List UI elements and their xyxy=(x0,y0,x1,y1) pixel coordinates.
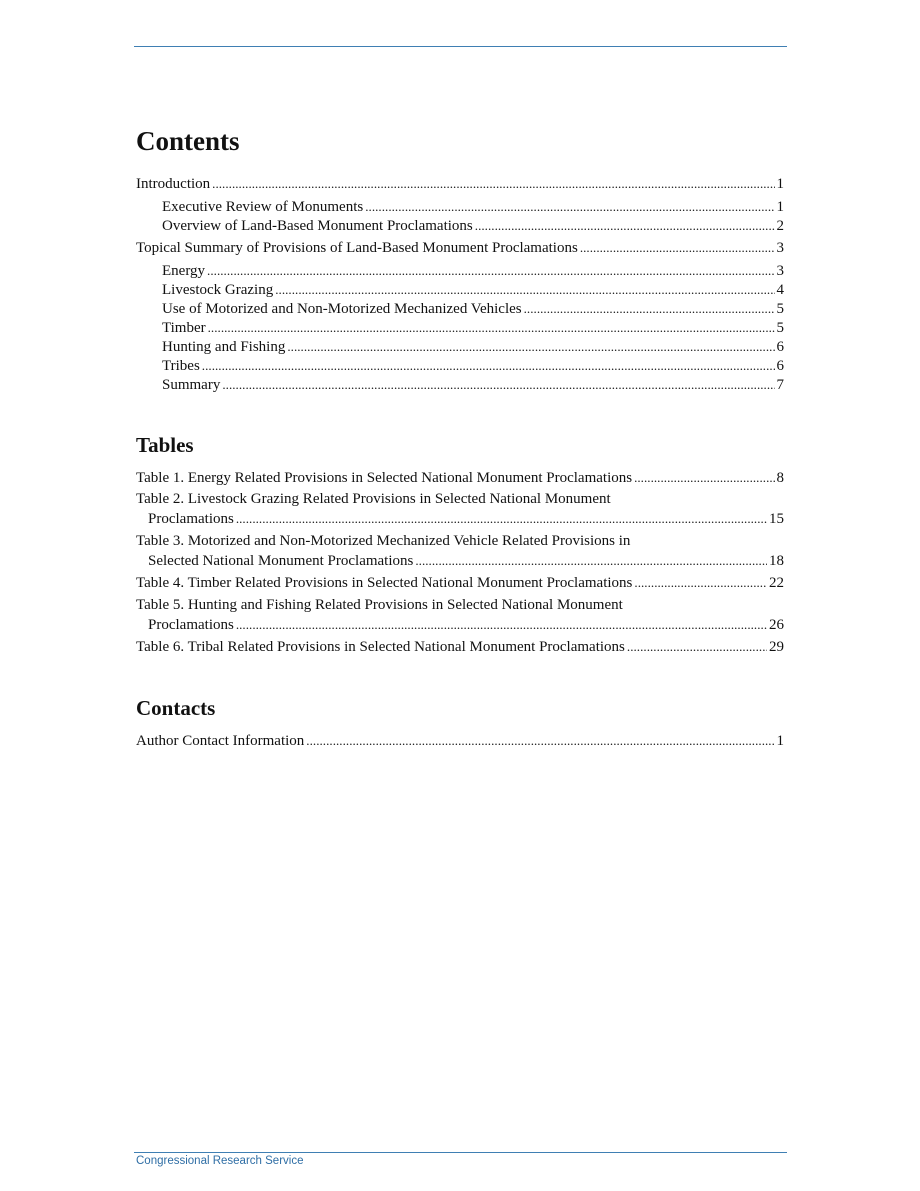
table-entry-5-line1[interactable]: Table 5. Hunting and Fishing Related Provisions in Selected National Monument xyxy=(136,597,623,613)
toc-entry-label: Tribes xyxy=(162,358,200,374)
toc-entry-page: 5 xyxy=(776,301,784,317)
toc-entry-label: Livestock Grazing xyxy=(162,282,274,298)
table-entry-2-line1[interactable]: Table 2. Livestock Grazing Related Provisions in Selected National Monument xyxy=(136,491,611,507)
tables-heading: Tables xyxy=(136,433,194,457)
toc-entry-energy[interactable] xyxy=(162,261,784,280)
toc-entry-page: 6 xyxy=(776,339,784,355)
leader-dots xyxy=(627,637,767,657)
toc-entry-label: Energy xyxy=(162,263,206,279)
leader-dots xyxy=(634,468,774,488)
toc-entry-label: Topical Summary of Provisions of Land-Based Monument Proclamations xyxy=(136,240,578,256)
table-entry-label: Table 6. Tribal Related Provisions in Selected National Monument Proclamations xyxy=(136,639,625,655)
toc-entry-page: 3 xyxy=(776,263,784,279)
footer-text: Congressional Research Service xyxy=(136,1155,304,1167)
leader-dots xyxy=(222,375,774,395)
toc-entry-label: Timber xyxy=(162,320,206,336)
toc-entry-page: 4 xyxy=(776,282,784,298)
toc-entry-page: 5 xyxy=(776,320,784,336)
leader-dots xyxy=(634,573,767,593)
table-entry-page: 8 xyxy=(776,470,784,486)
contacts-heading: Contacts xyxy=(136,696,216,720)
toc-entry-label: Overview of Land-Based Monument Proclamations xyxy=(162,218,473,234)
table-entry-6[interactable] xyxy=(136,637,784,656)
toc-entry-page: 1 xyxy=(776,199,784,215)
toc-entry-introduction[interactable] xyxy=(136,174,784,193)
table-entry-label: Table 1. Energy Related Provisions in Selected National Monument Proclamations xyxy=(136,470,633,486)
leader-dots xyxy=(475,216,775,236)
contact-entry-label: Author Contact Information xyxy=(136,733,305,749)
table-entry-page: 29 xyxy=(769,639,784,655)
toc-entry-overview[interactable] xyxy=(162,216,784,235)
table-entry-5[interactable] xyxy=(148,615,784,634)
leader-dots xyxy=(275,280,774,300)
toc-entry-label: Summary xyxy=(162,377,221,393)
table-entry-3[interactable] xyxy=(148,551,784,570)
table-entry-label: Table 4. Timber Related Provisions in Selected National Monument Proclamations xyxy=(136,575,633,591)
leader-dots xyxy=(236,615,767,635)
toc-entry-page: 1 xyxy=(776,176,784,192)
toc-entry-label: Executive Review of Monuments xyxy=(162,199,364,215)
toc-entry-label: Hunting and Fishing xyxy=(162,339,286,355)
table-entry-page: 15 xyxy=(769,511,784,527)
toc-entry-label: Use of Motorized and Non-Motorized Mechanized Vehicles xyxy=(162,301,522,317)
toc-entry-page: 6 xyxy=(776,358,784,374)
contact-entry-author[interactable] xyxy=(136,731,784,750)
leader-dots xyxy=(365,197,774,217)
table-entry-3-line1[interactable]: Table 3. Motorized and Non-Motorized Mechanized Vehicle Related Provisions in xyxy=(136,533,631,549)
header-rule xyxy=(134,46,787,47)
footer-rule xyxy=(134,1152,787,1153)
toc-entry-page: 3 xyxy=(776,240,784,256)
toc-entry-topical-summary[interactable] xyxy=(136,238,784,257)
toc-entry-page: 7 xyxy=(776,377,784,393)
table-entry-label: Selected National Monument Proclamations xyxy=(148,553,414,569)
leader-dots xyxy=(287,337,774,357)
toc-entry-hunting-fishing[interactable] xyxy=(162,337,784,356)
table-entry-page: 22 xyxy=(769,575,784,591)
toc-entry-livestock-grazing[interactable] xyxy=(162,280,784,299)
table-entry-2[interactable] xyxy=(148,509,784,528)
table-entry-page: 18 xyxy=(769,553,784,569)
toc-entry-vehicles[interactable] xyxy=(162,299,784,318)
leader-dots xyxy=(415,551,767,571)
toc-entry-label: Introduction xyxy=(136,176,211,192)
toc-entry-timber[interactable] xyxy=(162,318,784,337)
leader-dots xyxy=(524,299,775,319)
contents-heading: Contents xyxy=(136,126,240,156)
contact-entry-page: 1 xyxy=(776,733,784,749)
table-entry-1[interactable] xyxy=(136,468,784,487)
leader-dots xyxy=(212,174,774,194)
leader-dots xyxy=(580,238,775,258)
table-entry-label: Proclamations xyxy=(148,617,234,633)
toc-entry-summary[interactable] xyxy=(162,375,784,394)
leader-dots xyxy=(236,509,767,529)
toc-entry-page: 2 xyxy=(776,218,784,234)
table-entry-4[interactable] xyxy=(136,573,784,592)
leader-dots xyxy=(208,318,775,338)
leader-dots xyxy=(202,356,775,376)
toc-entry-executive-review[interactable] xyxy=(162,197,784,216)
leader-dots xyxy=(306,731,774,751)
leader-dots xyxy=(207,261,774,281)
toc-entry-tribes[interactable] xyxy=(162,356,784,375)
table-entry-label: Proclamations xyxy=(148,511,234,527)
table-entry-page: 26 xyxy=(769,617,784,633)
